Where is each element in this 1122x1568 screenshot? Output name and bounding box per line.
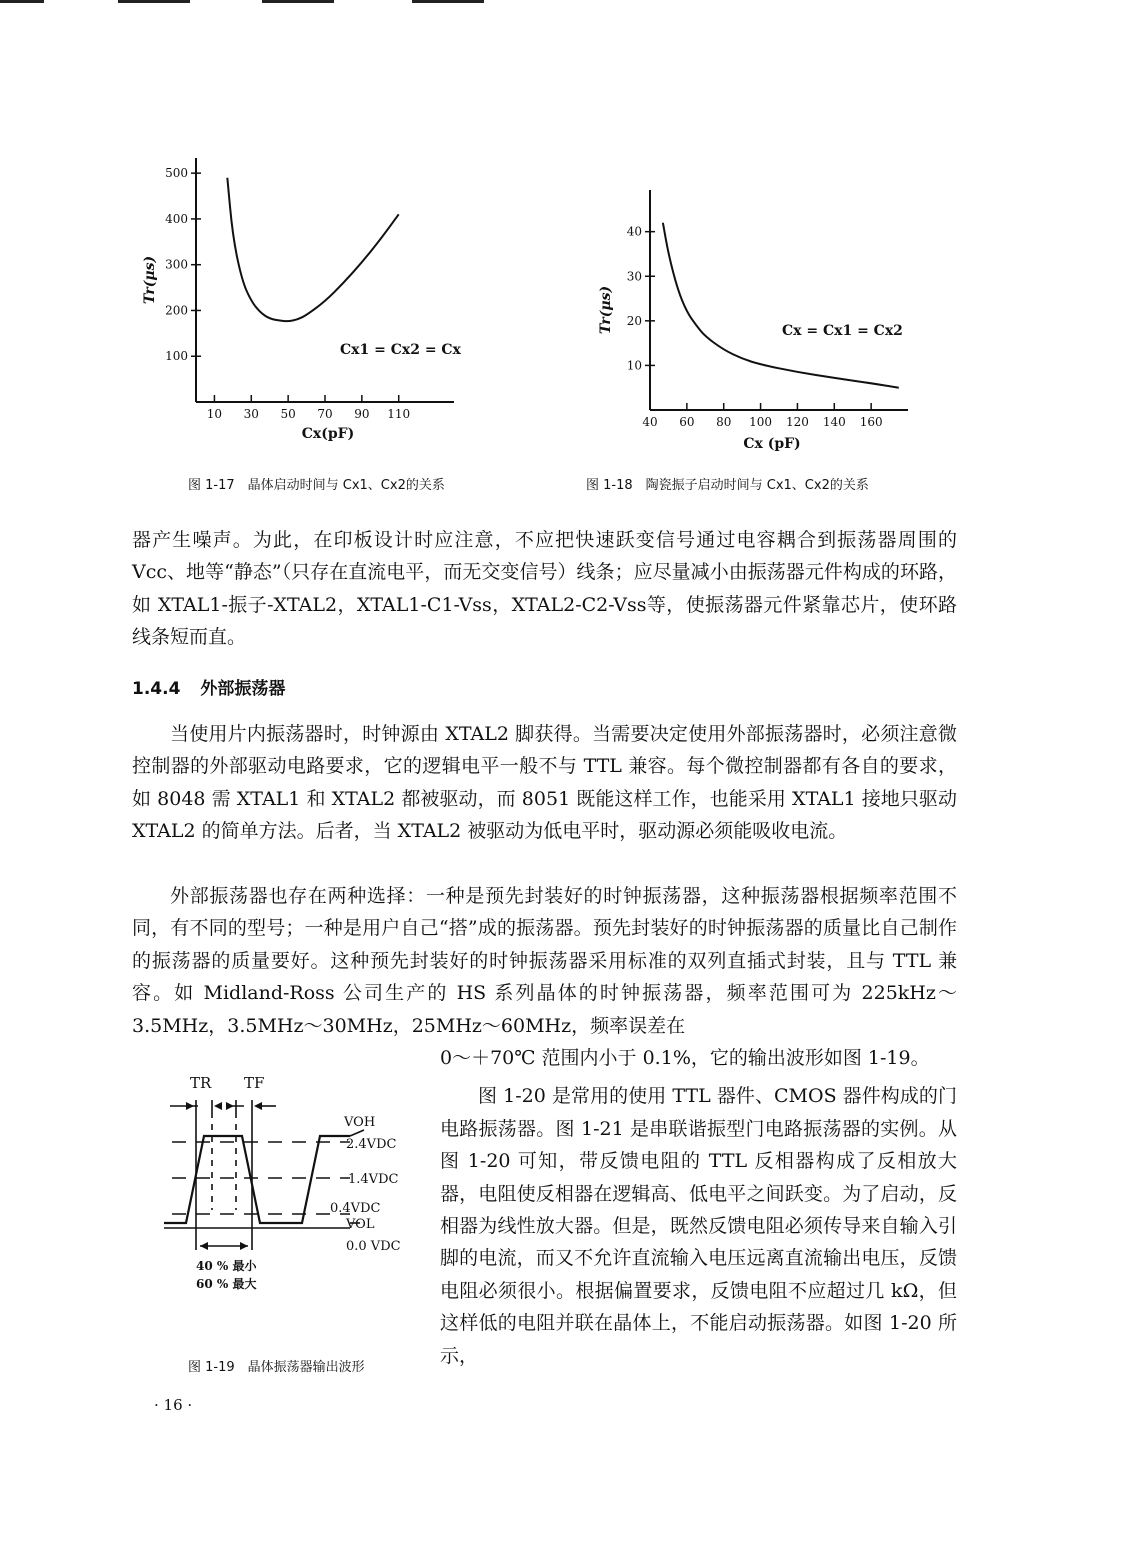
section-heading (132, 674, 285, 699)
scan-mark (262, 0, 334, 3)
v04-label: 0.4VDC (330, 1201, 381, 1216)
paragraph-3-text: 外部振荡器也存在两种选择：一种是预先封装好的时钟振荡器，这种振荡器根据频率范围不同，有不同的型号；一种是用户自己“搭”成的振荡器。预先封装好的时钟振荡器的质量比自己制作的振荡器的质量要好。这种预先封装好的时钟振荡器采用标准的双列直插式封装，且与 TTL 兼容。如 Midland-Ross 公司生产的 HS 系列晶体的时钟振荡器，频率范围可为 225kHz～3.5MHz，3.5MHz～30MHz，25MHz～60MHz，频率误差在 (132, 885, 957, 1037)
scan-mark (0, 0, 44, 3)
fig17-x-tick-label: 70 (317, 407, 333, 421)
fig18-y-tick-label: 40 (626, 224, 642, 239)
fig17-y-tick-label: 500 (165, 166, 188, 181)
fig17-x-tick-label: 30 (243, 407, 259, 421)
duty-min-label: 40 % 最小 (196, 1259, 257, 1273)
fig18-y-tick-label: 20 (626, 313, 642, 328)
fig17-xlabel: Cx(pF) (301, 426, 355, 442)
fig18-xlabel: Cx (pF) (743, 436, 801, 452)
paragraph-4-text: 图 1-20 是常用的使用 TTL 器件、CMOS 器件构成的门电路振荡器。图 1-21 是串联谐振型门电路振荡器的实例。从图 1-20 可知，带反馈电阻的 TTL 反相器构成了反相放大器，电阻使反相器在逻辑高、低电平之间跃变。为了启动，反相器为线性放大器。但是，既然反馈电阻必须传导来自输入引脚的电流，而又不允许直流输入电压远离直流输出电压，反馈电阻必须很小。根据偏置要求，反馈电阻不应超过几 kΩ，但这样低的电阻并联在晶体上，不能启动振荡器。如图 1-20 所示， (440, 1085, 957, 1367)
figure-1-18-chart (590, 180, 930, 460)
page-number: · 16 · (154, 1396, 193, 1414)
voh-label: VOH (344, 1115, 376, 1130)
scan-mark (412, 0, 484, 3)
fig17-ylabel: Tr(μs) (142, 255, 158, 305)
fig18-x-tick-label: 40 (642, 415, 658, 429)
paragraph-2-text: 当使用片内振荡器时，时钟源由 XTAL2 脚获得。当需要决定使用外部振荡器时，必须注意微控制器的外部驱动电路要求，它的逻辑电平一般不与 TTL 兼容。每个微控制器都有各自的要求，如 8048 需 XTAL1 和 XTAL2 都被驱动，而 8051 既能这样工作，也能采用 XTAL1 接地只驱动 XTAL2 的简单方法。后者，当 XTAL2 被驱动为低电平时，驱动源必须能吸收电流。 (132, 723, 957, 843)
fig17-y-tick-label: 300 (165, 257, 188, 272)
fig17-y-tick-label: 400 (165, 211, 188, 226)
tf-label: TF (244, 1074, 265, 1092)
fig18-x-tick-label: 120 (785, 415, 809, 429)
v14-label: 1.4VDC (348, 1172, 399, 1187)
v00-label: 0.0 VDC (346, 1239, 401, 1254)
fig18-x-tick-label: 80 (716, 415, 732, 429)
vol-label: VOL (346, 1217, 375, 1232)
fig18-ylabel: Tr(μs) (598, 285, 614, 335)
paragraph-3 (132, 880, 957, 1042)
fig17-x-tick-label: 90 (354, 407, 370, 421)
fig17-x-tick-label: 50 (280, 407, 296, 421)
fig17-x-tick-label: 10 (206, 407, 223, 421)
figure-1-19-waveform (150, 1060, 430, 1300)
figure-1-17-caption: 图 1-17 晶体启动时间与 Cx1、Cx2的关系 (188, 478, 445, 493)
fig18-x-tick-label: 100 (749, 415, 773, 429)
section-number: 1.4.4 (132, 679, 181, 699)
fig17-series-line (227, 178, 398, 321)
v24-label: 2.4VDC (346, 1137, 397, 1152)
paragraph-1 (132, 524, 957, 654)
duty-max-label: 60 % 最大 (196, 1277, 257, 1291)
waveform-line (164, 1136, 350, 1223)
section-title: 外部振荡器 (200, 679, 286, 699)
paragraph-2 (132, 718, 957, 848)
scan-mark (118, 0, 190, 3)
fig18-y-tick-label: 30 (626, 269, 642, 284)
figure-1-17-chart (130, 150, 490, 450)
fig18-x-tick-label: 140 (822, 415, 846, 429)
fig18-x-tick-label: 60 (679, 415, 695, 429)
fig17-annotation: Cx1 = Cx2 = Cx (340, 342, 461, 358)
figure-1-19-caption: 图 1-19 晶体振荡器输出波形 (188, 1360, 365, 1375)
fig17-y-tick-label: 100 (165, 349, 188, 364)
fig18-annotation: Cx = Cx1 = Cx2 (782, 323, 903, 339)
fig18-series-line (663, 223, 899, 388)
right-column-text (440, 1042, 957, 1372)
fig18-y-tick-label: 10 (626, 358, 642, 373)
tr-label: TR (190, 1074, 212, 1092)
paragraph-3-continued: 0～＋70℃ 范围内小于 0.1%，它的输出波形如图 1-19。 (440, 1047, 930, 1069)
fig17-y-tick-label: 200 (165, 303, 188, 318)
paragraph-1-text: 器产生噪声。为此，在印板设计时应注意，不应把快速跃变信号通过电容耦合到振荡器周围的 Vcc、地等“静态”（只存在直流电平，而无交变信号）线条；应尽量减小由振荡器元件构成的环路，如 XTAL1-振子-XTAL2，XTAL1-C1-Vss，XTAL2-C2-Vss等，使振荡器元件紧靠芯片，使环路线条短而直。 (132, 529, 957, 649)
fig17-x-tick-label: 110 (387, 407, 411, 421)
figure-1-18-caption: 图 1-18 陶瓷振子启动时间与 Cx1、Cx2的关系 (586, 478, 869, 493)
fig18-x-tick-label: 160 (859, 415, 883, 429)
